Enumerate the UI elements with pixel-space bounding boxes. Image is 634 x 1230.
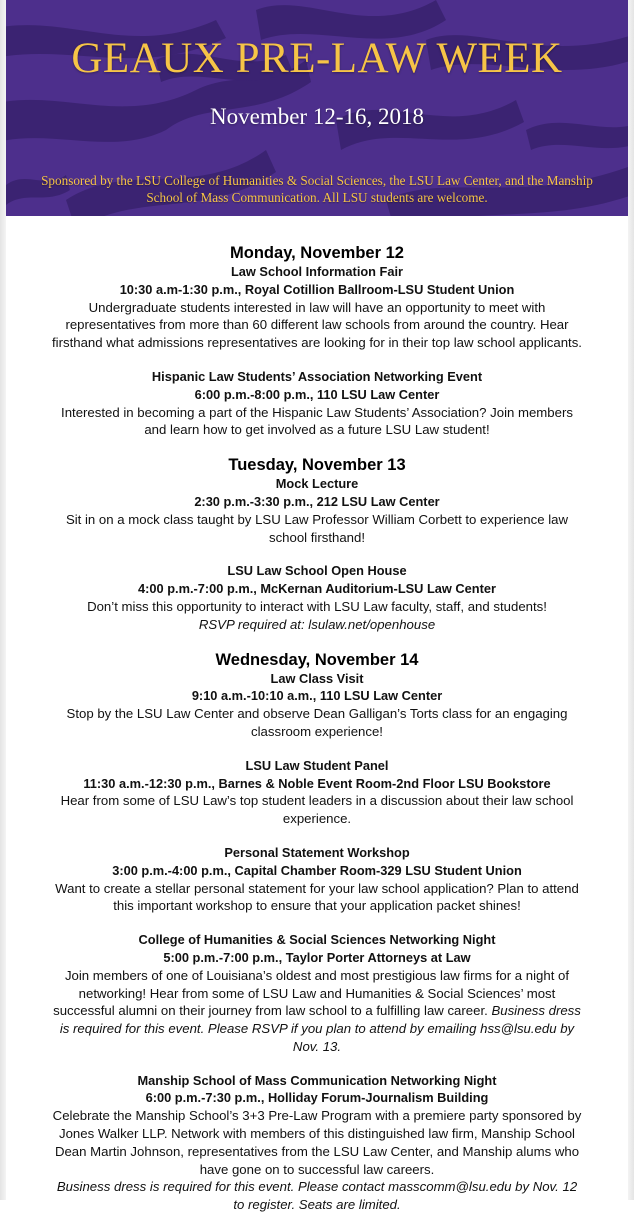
event-name: Manship School of Mass Communication Networking Night [137,1072,497,1088]
day-heading: Monday, November 12 [230,244,404,262]
day-tuesday [52,455,582,633]
event-time-location: 5:00 p.m.-7:00 p.m., Taylor Porter Attorneys at Law [163,949,471,965]
event-time-location: 4:00 p.m.-7:00 p.m., McKernan Auditorium-LSU Law Center [138,581,496,597]
event-title: GEAUX PRE-LAW WEEK [71,35,563,82]
day-monday [52,243,582,439]
event-time-location: 11:30 a.m.-12:30 p.m., Barnes & Noble Event Room-2nd Floor LSU Bookstore [83,775,551,791]
event-item [52,263,582,352]
event-name: Law School Information Fair [230,264,404,279]
event-time-location: 6:00 p.m.-8:00 p.m., 110 LSU Law Center [194,386,440,402]
header-banner [6,0,628,216]
schedule [52,243,582,1230]
event-description [52,967,582,1056]
event-dates: November 12-16, 2018 [210,104,424,129]
event-item [52,670,582,741]
event-description: Stop by the LSU Law Center and observe Dean Galligan’s Torts class for an engaging classroom experience! [66,706,568,739]
event-time-location: 2:30 p.m.-3:30 p.m., 212 LSU Law Center [194,493,440,509]
event-description: Want to create a stellar personal statement for your law school application? Plan to attend this important workshop to ensure that your application packet shines! [55,880,579,914]
event-item [52,475,582,546]
event-description: Interested in becoming a part of the Hispanic Law Students’ Association? Join members and learn how to get involved as a future LSU Law student! [61,404,573,438]
event-time-location: 6:00 p.m.-7:30 p.m., Holliday Forum-Journalism Building [145,1090,489,1106]
day-wednesday [52,650,582,1215]
event-description: Hear from some of LSU Law’s top student leaders in a discussion about their law school experience. [60,793,574,827]
dress-code-note: Business dress is required for this event. Please contact masscomm@lsu.edu by Nov. 12 to register. Seats are limited. [56,1179,578,1213]
event-name: LSU Law School Open House [227,563,407,579]
rsvp-note: RSVP required at: lsulaw.net/openhouse [198,616,436,632]
event-name: Personal Statement Workshop [224,844,410,860]
event-description: Sit in on a mock class taught by LSU Law Professor William Corbett to experience law school firsthand! [65,511,569,545]
day-heading: Tuesday, November 13 [228,456,406,475]
event-time-location: 3:00 p.m.-4:00 p.m., Capital Chamber Room-329 LSU Student Union [112,862,522,878]
event-name: College of Humanities & Social Sciences Networking Night [138,932,496,948]
event-name: Hispanic Law Students’ Association Networking Event [151,368,483,384]
day-heading: Wednesday, November 14 [215,650,419,669]
event-item [52,562,582,633]
event-time-location: 10:30 a.m-1:30 p.m., Royal Cotillion Ballroom-LSU Student Union [119,281,515,297]
event-item [52,1072,582,1214]
dress-code-note: Business dress is required for this event. Please RSVP if you plan to attend by emailing hss@lsu.edu by Nov. 13. [59,1003,581,1054]
event-item [52,931,582,1056]
sponsor-line: Sponsored by the LSU College of Humanities & Social Sciences, the LSU Law Center, and the Manship School of Mass Communication. All LSU students are welcome. [41,173,593,205]
event-item [52,757,582,828]
event-description: Celebrate the Manship School’s 3+3 Pre-Law Program with a premiere party sponsored by Jones Walker LLP. Network with members of this distinguished law firm, Manship School Dean Martin Johnson, representatives from the LSU Law Center, and Manship alums who have gone on to successful law careers. [52,1108,582,1177]
event-name: Law Class Visit [270,670,364,686]
event-description-text: Join members of one of Louisiana’s oldest and most prestigious law firms for a night of networking! Hear from some of LSU Law and Humanities & Social Sciences’ most successful alumni on their journey from law school to a fulfilling law career. [53,967,570,1019]
event-name: Mock Lecture [275,476,359,492]
page-edge-right [628,0,634,1200]
event-description: Don’t miss this opportunity to interact with LSU Law faculty, staff, and students! [87,598,547,614]
event-time-location: 9:10 a.m.-10:10 a.m., 110 LSU Law Center [191,688,443,704]
event-item [52,844,582,915]
event-description: Undergraduate students interested in law will have an opportunity to meet with representatives from more than 60 different law schools from around the country. Hear firsthand what admissions representatives are looking for in their top law school applicants. [52,299,582,351]
event-name: LSU Law Student Panel [245,757,389,773]
event-item [52,368,582,439]
